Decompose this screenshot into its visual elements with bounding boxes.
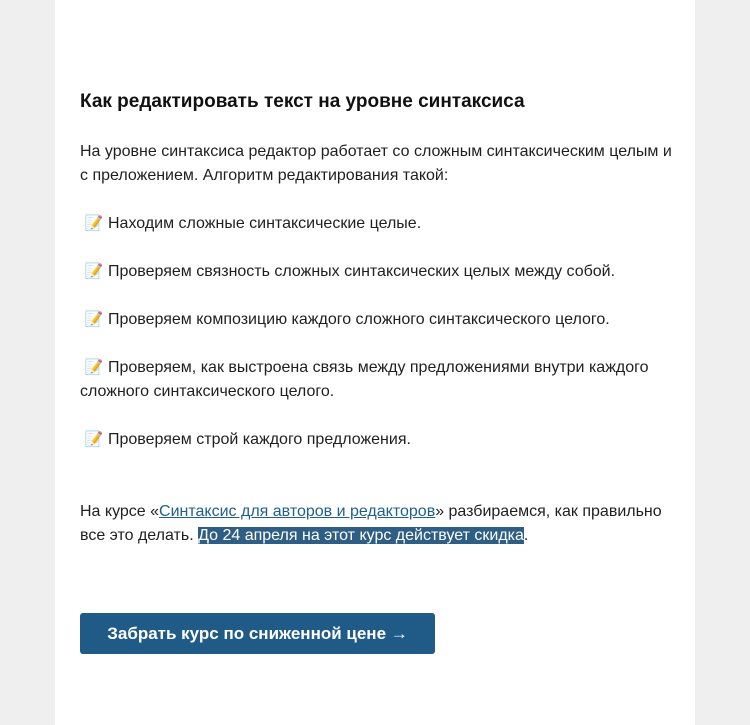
discount-highlight: До 24 апреля на этот курс действует скидка (198, 527, 524, 544)
claim-course-button[interactable]: Забрать курс по сниженной цене → (80, 613, 435, 654)
outro-text-middle: » разбираемся, как правильно все это делать. (80, 503, 662, 544)
step-text: Проверяем, как выстроена связь между предложениями внутри каждого сложного синтаксического целого. (80, 359, 649, 400)
memo-icon: 📝 (84, 431, 104, 448)
article-content (80, 88, 680, 548)
step-text: Проверяем связность сложных синтаксических целых между собой. (108, 263, 616, 280)
memo-icon: 📝 (84, 263, 104, 280)
outro-text-end: . (523, 527, 529, 544)
step-text: Проверяем строй каждого предложения. (108, 431, 411, 448)
list-item (80, 428, 680, 452)
email-card (55, 0, 695, 725)
list-item (80, 212, 680, 236)
memo-icon: 📝 (84, 215, 104, 232)
intro-paragraph: На уровне синтаксиса редактор работает со сложным синтаксическим целым и с преложением. Алгоритм редактирования такой: (80, 143, 672, 184)
list-item (80, 308, 680, 332)
steps-list (80, 212, 680, 452)
outro-text-start: На курсе « (80, 503, 160, 520)
step-text: Находим сложные синтаксические целые. (108, 215, 422, 232)
step-text: Проверяем композицию каждого сложного синтаксического целого. (108, 311, 610, 328)
course-paragraph (80, 500, 680, 548)
list-item (80, 356, 680, 404)
memo-icon: 📝 (84, 311, 104, 328)
list-item (80, 260, 680, 284)
memo-icon: 📝 (84, 359, 104, 376)
article-title: Как редактировать текст на уровне синтаксиса (80, 91, 525, 112)
course-link[interactable]: Синтаксис для авторов и редакторов (159, 503, 436, 520)
